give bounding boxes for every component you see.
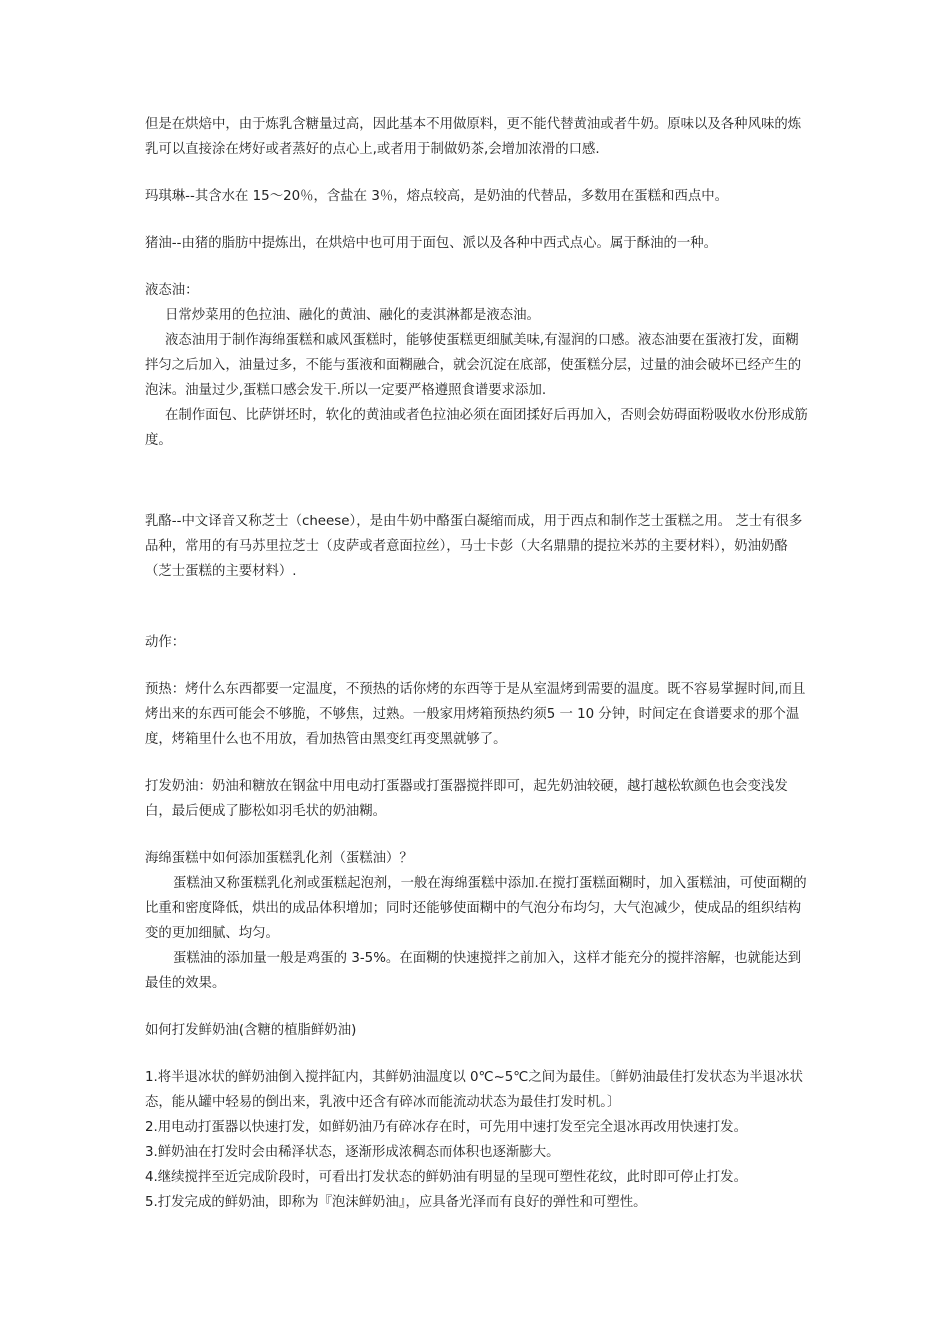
paragraph-emulsifier-b: 蛋糕油的添加量一般是鸡蛋的 3-5%。在面糊的快速搅拌之前加入，这样才能充分的搅拌溶解，也就能达到最佳的效果。	[145, 951, 802, 991]
step-item: 3.鲜奶油在打发时会由稀泽状态，逐渐形成浓稠态而体积也逐渐膨大。	[145, 1145, 560, 1160]
paragraph-liquid-oil-c: 在制作面包、比萨饼坯时，软化的黄油或者色拉油必须在面团揉好后再加入，否则会妨碍面粉吸收水份形成筋度。	[145, 408, 808, 448]
paragraph-condensed-milk: 但是在烘焙中，由于炼乳含糖量过高，因此基本不用做原料，更不能代替黄油或者牛奶。原味以及各种风味的炼乳可以直接涂在烤好或者蒸好的点心上,或者用于制做奶茶,会增加浓滑的口感.	[145, 117, 802, 157]
heading-actions: 动作：	[145, 635, 186, 650]
paragraph-liquid-oil-a: 日常炒菜用的色拉油、融化的黄油、融化的麦淇淋都是液态油。	[165, 308, 540, 323]
step-item: 5.打发完成的鲜奶油，即称为『泡沫鲜奶油』，应具备光泽而有良好的弹性和可塑性。	[145, 1195, 647, 1210]
document-body	[145, 112, 810, 1215]
paragraph-margarine: 玛琪琳--其含水在 15～20％，含盐在 3％，熔点较高，是奶油的代替品，多数用在蛋糕和西点中。	[145, 189, 729, 204]
paragraph-cheese: 乳酪--中文译音又称芝士（cheese），是由牛奶中酪蛋白凝缩而成，用于西点和制作芝士蛋糕之用。 芝士有很多品种，常用的有马苏里拉芝士（皮萨或者意面拉丝），马士卡彭（大名鼎鼎的提拉米苏的主要材料），奶油奶酪（芝士蛋糕的主要材料）.	[145, 514, 803, 579]
heading-whip-cream: 如何打发鲜奶油(含糖的植脂鲜奶油)	[145, 1023, 357, 1038]
paragraph-preheat: 预热：烤什么东西都要一定温度，不预热的话你烤的东西等于是从室温烤到需要的温度。既不容易掌握时间,而且烤出来的东西可能会不够脆，不够焦，过熟。一般家用烤箱预热约须5 一 10 分钟，时间定在食谱要求的那个温度，烤箱里什么也不用放，看加热管由黑变红再变黑就够了。	[145, 682, 806, 747]
step-item: 1.将半退冰状的鲜奶油倒入搅拌缸内，其鲜奶油温度以 0℃~5℃之间为最佳。〔鲜奶油最佳打发状态为半退冰状态，能从罐中轻易的倒出来，乳液中还含有碎冰而能流动状态为最佳打发时机。〕	[145, 1070, 803, 1110]
step-item: 2.用电动打蛋器以快速打发，如鲜奶油乃有碎冰存在时，可先用中速打发至完全退冰再改用快速打发。	[145, 1120, 747, 1135]
paragraph-liquid-oil-b: 液态油用于制作海绵蛋糕和戚风蛋糕时，能够使蛋糕更细腻美味,有湿润的口感。液态油要在蛋液打发，面糊拌匀之后加入，油量过多，不能与蛋液和面糊融合，就会沉淀在底部，使蛋糕分层，过量的油会破坏已经产生的泡沫。油量过少,蛋糕口感会发干.所以一定要严格遵照食谱要求添加.	[145, 333, 802, 398]
paragraph-whip-butter: 打发奶油：奶油和糖放在钢盆中用电动打蛋器或打蛋器搅拌即可，起先奶油较硬，越打越松软颜色也会变浅发白，最后便成了膨松如羽毛状的奶油糊。	[145, 779, 788, 819]
step-item: 4.继续搅拌至近完成阶段时，可看出打发状态的鲜奶油有明显的呈现可塑性花纹，此时即可停止打发。	[145, 1170, 747, 1185]
paragraph-emulsifier-a: 蛋糕油又称蛋糕乳化剂或蛋糕起泡剂，一般在海绵蛋糕中添加.在搅打蛋糕面糊时，加入蛋糕油，可使面糊的比重和密度降低，烘出的成品体积增加；同时还能够使面糊中的气泡分布均匀，大气泡减少，使成品的组织结构变的更加细腻、均匀。	[145, 876, 807, 941]
heading-emulsifier: 海绵蛋糕中如何添加蛋糕乳化剂（蛋糕油）？	[145, 851, 413, 866]
heading-liquid-oil: 液态油：	[145, 283, 199, 298]
paragraph-lard: 猪油--由猪的脂肪中提炼出，在烘焙中也可用于面包、派以及各种中西式点心。属于酥油的一种。	[145, 236, 718, 251]
